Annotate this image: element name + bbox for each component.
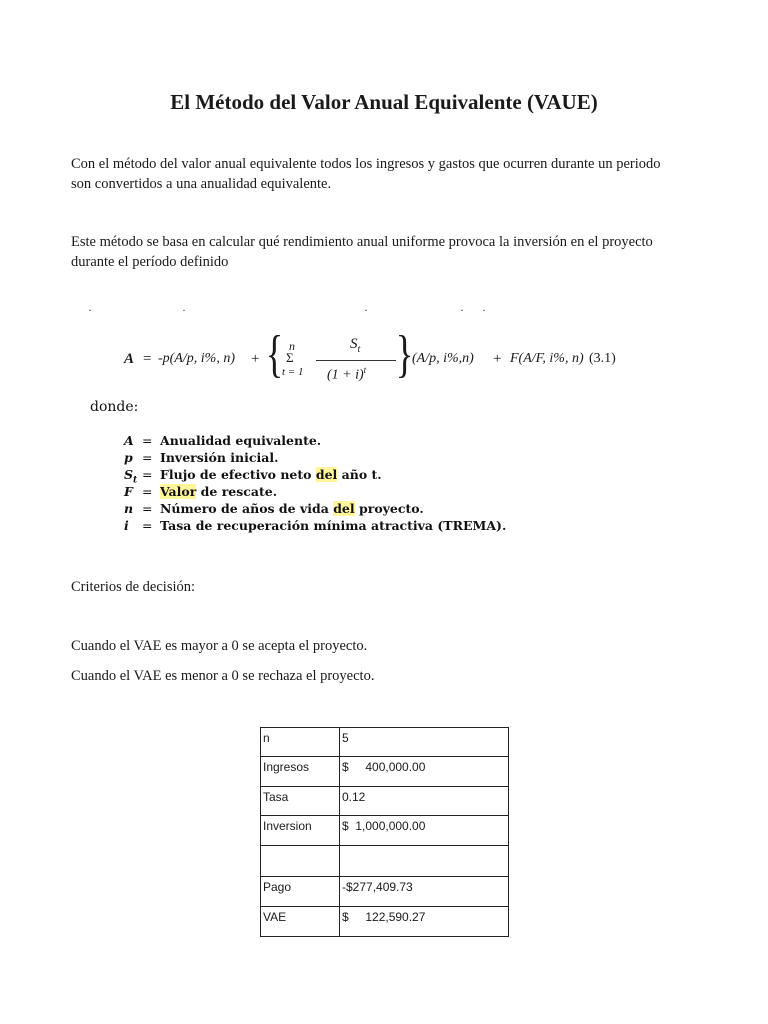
formula-salvage-term: F(A/F, i%, n) — [510, 351, 584, 366]
table-cell-value: -$277,409.73 — [340, 877, 509, 907]
table-cell-label: Tasa — [261, 787, 340, 816]
table-row — [261, 816, 509, 846]
definition-equals: = — [142, 433, 153, 448]
definition-symbol-sub: t — [133, 475, 138, 486]
method-paragraph — [71, 233, 711, 272]
method-line-1: Este método se basa en calcular qué rendimiento anual uniforme provoca la inversión en el proyecto — [71, 234, 653, 250]
definition-equals: = — [142, 518, 153, 533]
definition-symbol: p — [124, 450, 133, 465]
formula-investment-term: -p(A/p, i%, n) — [158, 351, 235, 366]
page-title: El Método del Valor Anual Equivalente (VAUE) — [170, 90, 598, 114]
formula-lhs: A — [124, 351, 135, 367]
vae-calculation-table — [260, 727, 509, 937]
definition-text-highlight: del — [333, 501, 355, 516]
definition-text — [160, 450, 278, 465]
formula-denominator-sup: t — [363, 365, 367, 375]
intro-paragraph — [71, 155, 711, 194]
intro-line-1: Con el método del valor anual equivalente todos los ingresos y gastos que ocurren durante un periodo — [71, 156, 661, 172]
formula-sum-lower: t = 1 — [282, 366, 304, 378]
definition-symbol: i — [124, 518, 129, 533]
formula-sum-sign: Σ — [286, 350, 294, 365]
definition-text-pre: Inversión inicial. — [160, 450, 279, 465]
formula-plus-1: + — [251, 351, 260, 367]
formula-plus-2: + — [493, 351, 502, 367]
definition-symbol: n — [124, 501, 134, 516]
table-cell-label: Ingresos — [261, 757, 340, 787]
definition-symbol — [124, 467, 140, 486]
table-cell-value: $ 400,000.00 — [340, 757, 509, 787]
table-cell-value: $ 1,000,000.00 — [340, 816, 509, 846]
formula-sum-upper: n — [289, 339, 295, 353]
table-cell-label: Inversion — [261, 816, 340, 846]
table-row — [261, 787, 509, 816]
criteria-reject: Cuando el VAE es menor a 0 se rechaza el proyecto. — [71, 668, 375, 684]
table-cell-label: n — [261, 728, 340, 757]
table-row — [261, 757, 509, 787]
table-row — [261, 877, 509, 907]
table-cell-value — [340, 846, 509, 877]
criteria-heading: Criterios de decisión: — [71, 579, 196, 595]
definition-equals: = — [142, 467, 153, 482]
vae-formula — [124, 326, 644, 388]
formula-equals: = — [143, 351, 152, 367]
formula-numerator-sub: t — [357, 344, 361, 355]
definition-text-pre: Anualidad equivalente. — [160, 433, 322, 448]
table-cell-label: VAE — [261, 907, 340, 937]
formula-right-brace: } — [395, 326, 414, 383]
formula-numerator-s: S — [350, 336, 358, 352]
definitions-label: donde: — [90, 399, 139, 415]
table-cell-value: 5 — [340, 728, 509, 757]
definition-text — [160, 501, 424, 516]
formula-denominator-base: (1 + i) — [327, 367, 364, 383]
formula-numerator — [350, 336, 360, 355]
definition-symbol: A — [124, 433, 134, 448]
definition-equals: = — [142, 501, 153, 516]
formula-fraction-bar — [316, 360, 396, 361]
definition-text-pre: Flujo de efectivo neto — [160, 467, 316, 482]
definition-symbol-letter: S — [124, 467, 134, 482]
table-cell-value: 0.12 — [340, 787, 509, 816]
definition-text-post: año t. — [337, 467, 382, 482]
method-line-2: durante el período definido — [71, 253, 229, 270]
definition-text-pre: Tasa de recuperación mínima atractiva (TREMA). — [160, 518, 507, 533]
formula-factor: (A/p, i%,n) — [412, 351, 474, 366]
table-row — [261, 846, 509, 877]
formula-equation-number: (3.1) — [589, 351, 616, 366]
table-cell-label: Pago — [261, 877, 340, 907]
definition-text-pre: Número de años de vida — [160, 501, 334, 516]
table-row — [261, 907, 509, 937]
criteria-accept: Cuando el VAE es mayor a 0 se acepta el proyecto. — [71, 638, 368, 654]
definition-equals: = — [142, 484, 153, 499]
table-cell-label — [261, 846, 340, 877]
definition-equals: = — [142, 450, 153, 465]
intro-line-2: son convertidos a una anualidad equivalente. — [71, 175, 332, 192]
formula-left-brace: { — [265, 326, 284, 383]
definition-text-post: proyecto. — [354, 501, 424, 516]
scan-artifact-dots: · · · · · — [88, 303, 486, 317]
definition-text — [160, 433, 321, 448]
definition-text — [160, 518, 506, 533]
table-cell-value: $ 122,590.27 — [340, 907, 509, 937]
table-body — [261, 728, 509, 937]
definition-text — [160, 467, 382, 482]
definition-text-highlight: Valor — [160, 484, 197, 499]
formula-denominator — [327, 365, 366, 384]
definition-text — [160, 484, 277, 499]
definition-symbol: F — [124, 484, 133, 499]
definition-text-highlight: del — [315, 467, 338, 482]
definition-text-post: de rescate. — [196, 484, 278, 499]
table-row — [261, 728, 509, 757]
